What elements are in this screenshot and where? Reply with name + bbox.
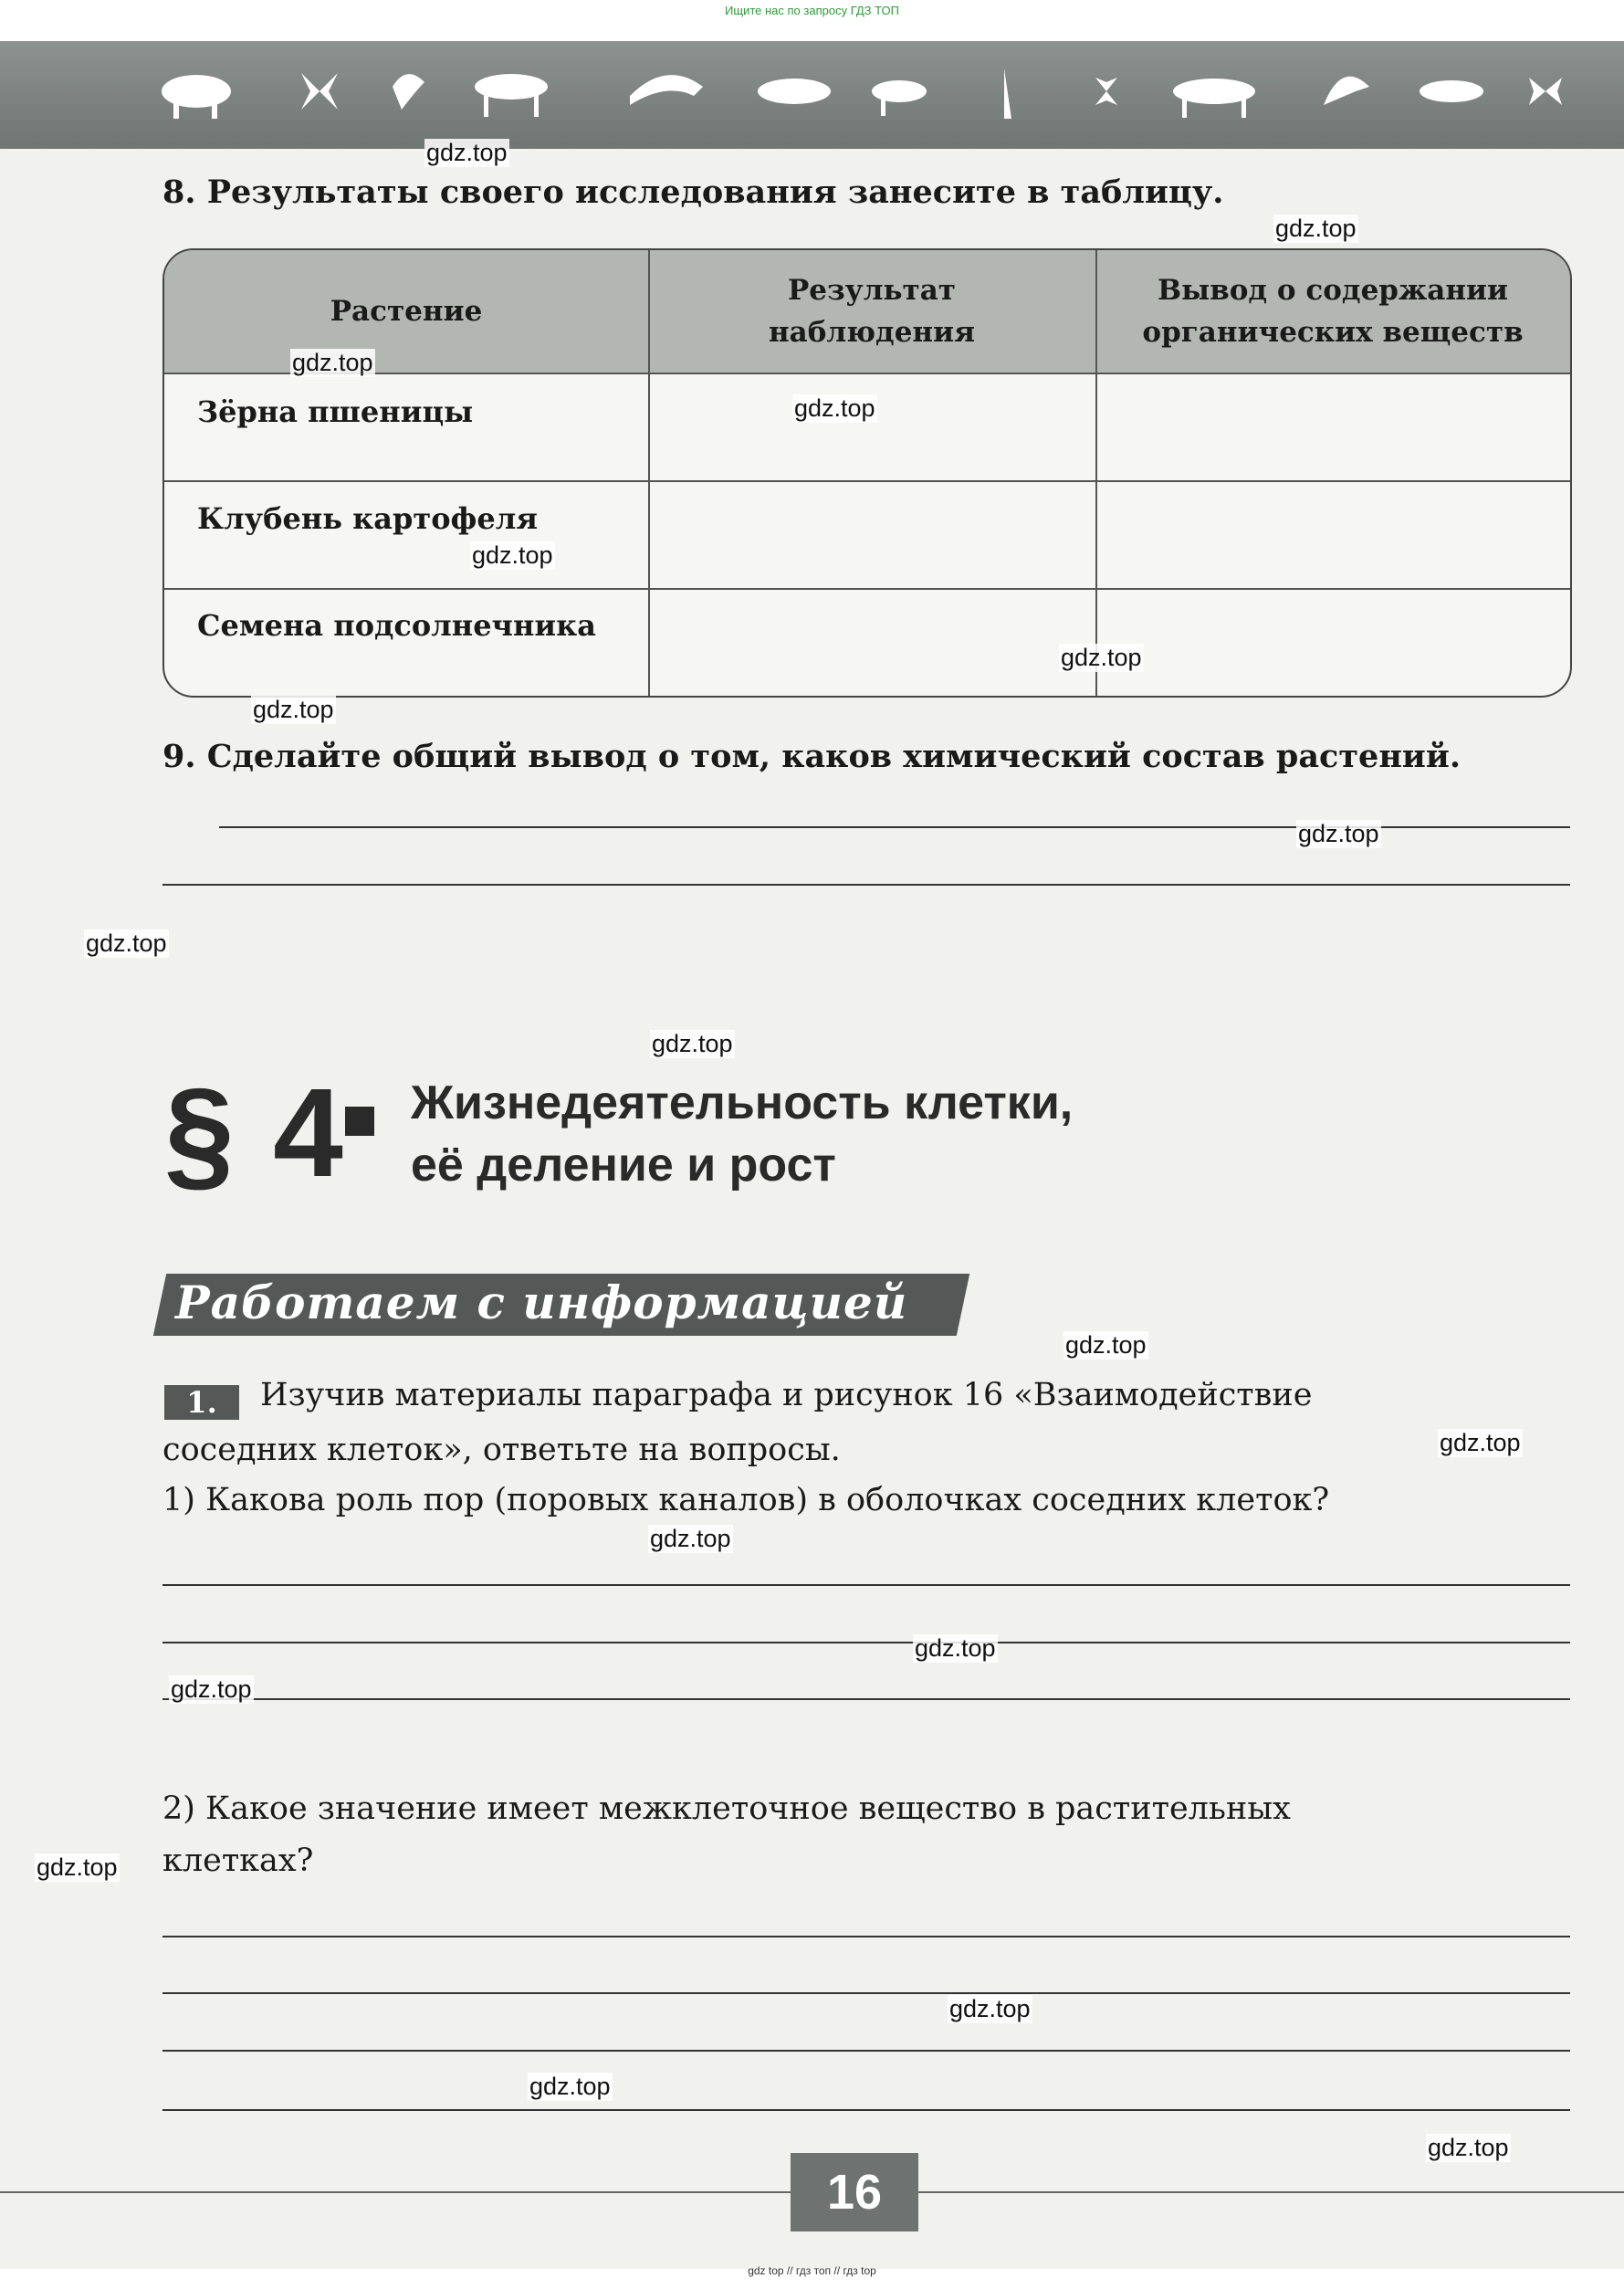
header-plant: Растение	[330, 294, 483, 328]
header-result-line2: наблюдения	[768, 316, 976, 349]
table-divider	[1095, 250, 1097, 696]
question-9	[162, 738, 1461, 776]
answer-line	[162, 1936, 1570, 1937]
question-8-text: Результаты своего исследования занесите в таблицу.	[206, 173, 1224, 211]
watermark: gdz.top	[949, 1995, 1031, 2022]
watermark: gdz.top	[529, 2073, 611, 2100]
top-note: Ищите нас по запросу ГДЗ ТОП	[725, 4, 899, 17]
watermark: gdz.top	[794, 394, 875, 422]
table-row-sunflower: Семена подсолнечника	[197, 608, 596, 643]
task-1-question-1: 1) Какова роль пор (поровых каналов) в оболочках соседних клеток?	[162, 1482, 1330, 1518]
watermark: gdz.top	[915, 1634, 996, 1662]
answer-line	[162, 1698, 1570, 1700]
table-header-cell	[1095, 250, 1570, 373]
watermark: gdz.top	[1298, 820, 1379, 847]
header-conclusion-line2: органических веществ	[1142, 316, 1524, 349]
watermark: gdz.top	[426, 139, 508, 166]
watermark: gdz.top	[1061, 644, 1142, 671]
watermark: gdz.top	[652, 1030, 733, 1057]
answer-line	[162, 2050, 1570, 2052]
bottom-note: gdz top // гдз топ // гдз top	[748, 2264, 876, 2277]
watermark: gdz.top	[253, 696, 334, 723]
watermark: gdz.top	[1440, 1429, 1521, 1456]
section-title-line2: её деление и рост	[411, 1138, 836, 1192]
work-banner-label: Работаем с информацией	[175, 1276, 908, 1329]
watermark: gdz.top	[37, 1853, 118, 1881]
watermark: gdz.top	[86, 929, 167, 957]
answer-line	[162, 1992, 1570, 1994]
watermark: gdz.top	[1065, 1331, 1147, 1359]
header-conclusion-line1: Вывод о содержании	[1157, 273, 1509, 307]
watermark: gdz.top	[650, 1525, 731, 1552]
watermark: gdz.top	[292, 349, 373, 376]
table-row-potato: Клубень картофеля	[197, 501, 538, 536]
task-1-intro-line2: соседних клеток», ответьте на вопросы.	[162, 1432, 841, 1468]
answer-line	[162, 1584, 1570, 1586]
task-1-question-2-line2: клетках?	[162, 1843, 314, 1879]
answer-line	[162, 1642, 1570, 1643]
question-9-number: 9.	[162, 738, 196, 775]
header-result-line1: Результат	[787, 273, 957, 307]
section-number: § 4	[164, 1063, 345, 1203]
section-square-icon	[345, 1107, 374, 1136]
watermark: gdz.top	[1275, 215, 1357, 242]
watermark: gdz.top	[472, 541, 553, 569]
table-header-cell	[648, 250, 1095, 373]
watermark: gdz.top	[1428, 2134, 1509, 2161]
question-9-text: Сделайте общий вывод о том, каков химический состав растений.	[206, 738, 1462, 775]
question-8-number: 8.	[162, 173, 196, 211]
question-8	[162, 173, 1223, 212]
task-1-intro-line1: Изучив материалы параграфа и рисунок 16 «Взаимодействие	[260, 1377, 1313, 1413]
page-number: 16	[791, 2153, 918, 2231]
results-table	[162, 248, 1572, 698]
section-title-line1: Жизнедеятельность клетки,	[411, 1076, 1074, 1129]
animal-silhouettes-icon	[0, 50, 1624, 123]
watermark: gdz.top	[171, 1675, 252, 1703]
task-1-badge: 1.	[164, 1385, 239, 1420]
table-row-wheat: Зёрна пшеницы	[197, 394, 474, 429]
table-row-divider	[164, 480, 1570, 482]
table-divider	[648, 250, 650, 696]
answer-line	[162, 884, 1570, 886]
answer-line	[162, 2109, 1570, 2111]
table-row-divider	[164, 588, 1570, 590]
table-header-cell	[164, 250, 648, 373]
section-title	[411, 1073, 1073, 1196]
task-1-question-2-line1: 2) Какое значение имеет межклеточное вещество в растительных	[162, 1790, 1291, 1827]
